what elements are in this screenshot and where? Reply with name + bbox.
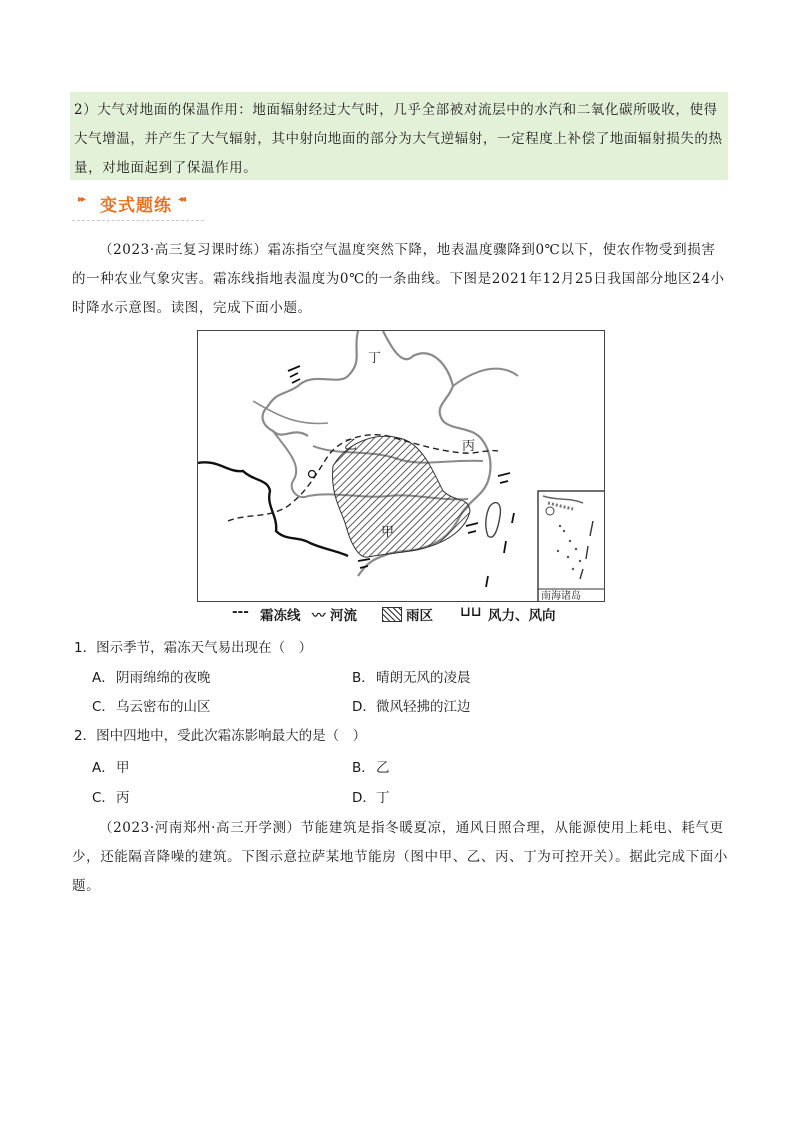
inset-title: 南海诸岛	[541, 591, 581, 602]
option-d[interactable]: D．微风轻拂的江边	[352, 699, 471, 715]
option-b[interactable]: B．乙	[352, 760, 390, 776]
legend-river-label: 河流	[330, 608, 357, 624]
arrow-right-icon: ▸▸	[78, 194, 85, 205]
option-d[interactable]: D．丁	[352, 790, 390, 806]
national-border	[198, 462, 348, 556]
map-svg	[198, 331, 605, 602]
taiwan-island	[486, 503, 501, 538]
legend-frost-line-label: 霜冻线	[260, 608, 301, 624]
rain-area	[333, 436, 470, 557]
knowledge-box	[70, 92, 728, 180]
legend-wind-label: 风力、风向	[488, 608, 556, 624]
question-number: 1．	[74, 640, 97, 656]
intro-text-2: （2023·河南郑州·高三开学测）节能建筑是指冬暖夏凉，通风日照合理，从能源使用上耗电、耗气更少，还能隔音降噪的建筑。下图示意拉萨某地节能房（图中甲、乙、丙、丁为可控开关）。据此完成下面小题。	[72, 820, 728, 894]
intro-paragraph-1	[72, 236, 728, 323]
question-stem: 图中四地中，受此次霜冻影响最大的是（ ）	[96, 728, 367, 744]
label-ding: 丁	[368, 351, 382, 366]
intro-paragraph-2	[72, 814, 728, 901]
question-stem: 图示季节，霜冻天气易出现在（ ）	[96, 640, 313, 656]
legend-wind-icon: ⊔⊔	[460, 604, 482, 620]
coastline	[263, 331, 358, 436]
legend-frost-line-icon: ---	[232, 604, 249, 620]
city-dot	[309, 471, 316, 478]
section-title: 变式题练	[100, 196, 172, 216]
label-jia: 甲	[381, 525, 395, 540]
legend-rain-icon	[382, 607, 402, 622]
river	[453, 369, 518, 386]
question-1	[74, 636, 312, 656]
legend-river-icon: 〰	[312, 608, 326, 624]
option-c[interactable]: C．丙	[92, 790, 130, 806]
option-b[interactable]: B．晴朗无风的凌晨	[352, 670, 471, 686]
map-legend	[232, 604, 592, 626]
option-a[interactable]: A．阴雨绵绵的夜晚	[92, 670, 211, 686]
option-c[interactable]: C．乌云密布的山区	[92, 699, 211, 715]
knowledge-text: 2）大气对地面的保温作用：地面辐射经过大气时，几乎全部被对流层中的水汽和二氧化碳所吸收，使得大气增温，并产生了大气辐射，其中射向地面的部分为大气逆辐射，一定程度上补偿了地面辐射损失的热量，对地面起到了保温作用。	[74, 102, 723, 176]
intro-text-1: （2023·高三复习课时练）霜冻指空气温度突然下降，地表温度骤降到0℃以下，使农作物受到损害的一种农业气象灾害。霜冻线指地表温度为0℃的一条曲线。下图是2021年12月25日我国部分地区24小时降水示意图。读图，完成下面小题。	[72, 242, 725, 316]
arrow-left-icon: ◂◂	[178, 194, 185, 205]
label-bing: 丙	[462, 439, 476, 454]
precipitation-map	[197, 330, 605, 602]
label-yi: 乙	[344, 438, 358, 453]
section-header	[72, 190, 204, 221]
question-2	[74, 724, 366, 744]
question-number: 2．	[74, 728, 97, 744]
river	[273, 431, 308, 497]
option-a[interactable]: A．甲	[92, 760, 130, 776]
legend-rain-label: 雨区	[406, 608, 433, 624]
